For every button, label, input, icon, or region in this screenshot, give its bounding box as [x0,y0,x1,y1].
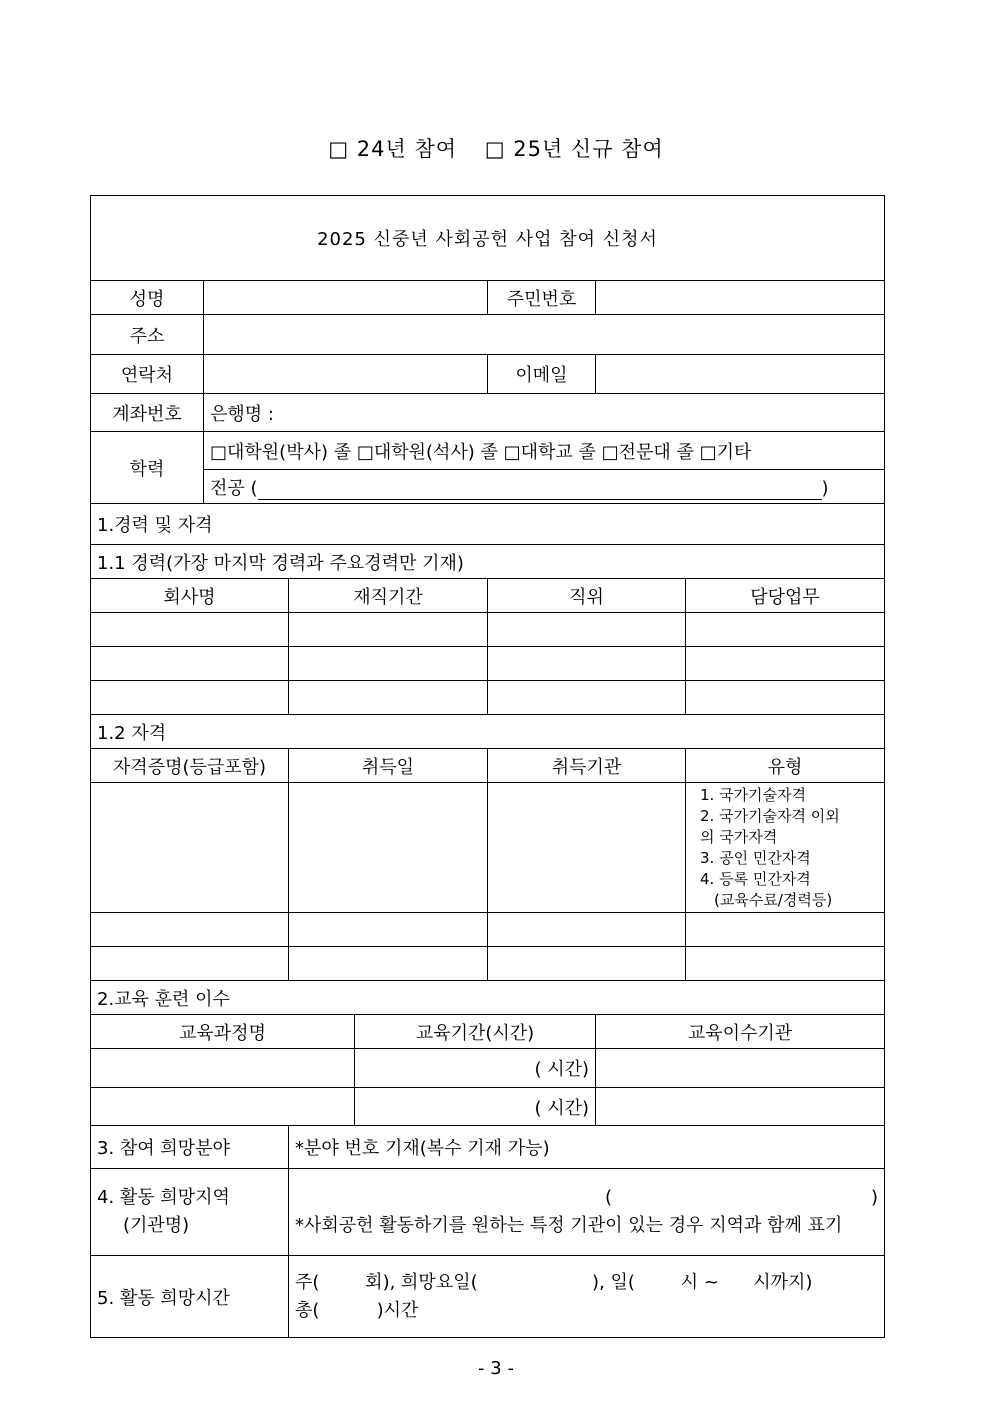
career-cell[interactable] [686,681,885,715]
license-cell[interactable] [488,783,686,913]
license-row [91,913,885,947]
address-label: 주소 [91,315,204,355]
career-section-title: 1.경력 및 자격 [91,504,885,545]
region-label [91,1169,289,1256]
license-type-item: 1. 국가기술자격 [700,785,807,804]
major-underline [258,483,822,500]
region-note: *사회공헌 활동하기를 원하는 특정 기관이 있는 경우 지역과 함께 표기 [295,1215,843,1236]
education-label: 학력 [91,432,204,504]
career-header-company: 회사명 [91,579,289,613]
career-cell[interactable] [91,647,289,681]
option-25-checkbox[interactable]: □ 25년 신규 참여 [484,137,664,161]
training-hours-cell[interactable]: ( 시간) [355,1049,596,1088]
career-header-position: 직위 [488,579,686,613]
career-cell[interactable] [91,681,289,715]
major-close: ) [821,477,829,499]
field-input[interactable]: *분야 번호 기재(복수 기재 가능) [289,1126,885,1169]
career-row [91,681,885,715]
license-row [91,947,885,981]
license-type-item: 4. 등록 민간자격 [700,869,811,888]
training-header-institution: 교육이수기관 [596,1015,885,1049]
time-input[interactable] [289,1256,885,1338]
id-number-field[interactable] [596,281,885,315]
name-label: 성명 [91,281,204,315]
career-cell[interactable] [289,647,488,681]
license-type-item: 의 국가자격 [700,827,778,846]
license-header-issuer: 취득기관 [488,749,686,783]
training-row [91,1088,885,1126]
region-paren-open: ( [605,1187,613,1208]
time-label: 5. 활동 희망시간 [91,1256,289,1338]
contact-field[interactable] [204,355,488,394]
career-cell[interactable] [686,647,885,681]
training-row [91,1049,885,1088]
field-label: 3. 참여 희망분야 [91,1126,289,1169]
career-header-period: 재직기간 [289,579,488,613]
license-cell[interactable] [91,783,289,913]
major-label: 전공 ( [210,477,258,499]
training-cell[interactable] [91,1049,355,1088]
region-input[interactable] [289,1169,885,1256]
training-section-title: 2.교육 훈련 이수 [91,981,885,1015]
career-cell[interactable] [488,613,686,647]
name-field[interactable] [204,281,488,315]
license-type-list [696,785,878,911]
license-cell[interactable] [488,913,686,947]
license-cell[interactable] [686,947,885,981]
career-cell[interactable] [289,613,488,647]
career-cell[interactable] [488,681,686,715]
time-line1: 주( 회), 희망요일( ), 일( 시 ~ 시까지) [295,1271,813,1293]
training-cell[interactable] [91,1088,355,1126]
career-cell[interactable] [289,681,488,715]
education-options[interactable]: □대학원(박사) 졸 □대학원(석사) 졸 □대학교 졸 □전문대 졸 □기타 [204,432,885,470]
option-24-checkbox[interactable]: □ 24년 참여 [328,137,458,161]
region-label-line2: (기관명) [123,1215,190,1236]
region-label-line1: 4. 활동 희망지역 [97,1187,230,1208]
career-header-duty: 담당업무 [686,579,885,613]
major-field[interactable] [204,470,885,504]
career-row [91,647,885,681]
license-cell[interactable] [488,947,686,981]
license-cell[interactable] [91,947,289,981]
training-header-period: 교육기간(시간) [355,1015,596,1049]
time-line2: 총( )시간 [295,1299,419,1321]
region-paren-close: ) [871,1187,879,1208]
license-header-name: 자격증명(등급포함) [91,749,289,783]
training-hours-cell[interactable]: ( 시간) [355,1088,596,1126]
license-cell[interactable] [91,913,289,947]
license-cell[interactable] [289,783,488,913]
email-label: 이메일 [488,355,596,394]
license-type-item: 2. 국가기술자격 이외 [700,806,840,825]
account-label: 계좌번호 [91,394,204,432]
career-cell[interactable] [488,647,686,681]
career-cell[interactable] [686,613,885,647]
id-number-label: 주민번호 [488,281,596,315]
license-cell[interactable] [686,913,885,947]
application-form [90,195,885,1338]
bank-name-field[interactable]: 은행명 : [204,394,885,432]
license-type-item: (교육수료/경력등) [714,890,833,909]
license-type-cell[interactable] [686,783,885,913]
license-header-date: 취득일 [289,749,488,783]
contact-label: 연락처 [91,355,204,394]
participation-options [0,133,992,163]
training-cell[interactable] [596,1049,885,1088]
page-number: - 3 - [478,1358,514,1379]
form-title: 2025 신중년 사회공헌 사업 참여 신청서 [91,196,885,281]
license-header-type: 유형 [686,749,885,783]
career-cell[interactable] [91,613,289,647]
address-field[interactable] [204,315,885,355]
career-row [91,613,885,647]
license-subtitle: 1.2 자격 [91,715,885,749]
career-subtitle: 1.1 경력(가장 마지막 경력과 주요경력만 기재) [91,545,885,579]
training-cell[interactable] [596,1088,885,1126]
license-cell[interactable] [289,913,488,947]
email-field[interactable] [596,355,885,394]
training-header-course: 교육과정명 [91,1015,355,1049]
license-cell[interactable] [289,947,488,981]
license-type-item: 3. 공인 민간자격 [700,848,811,867]
